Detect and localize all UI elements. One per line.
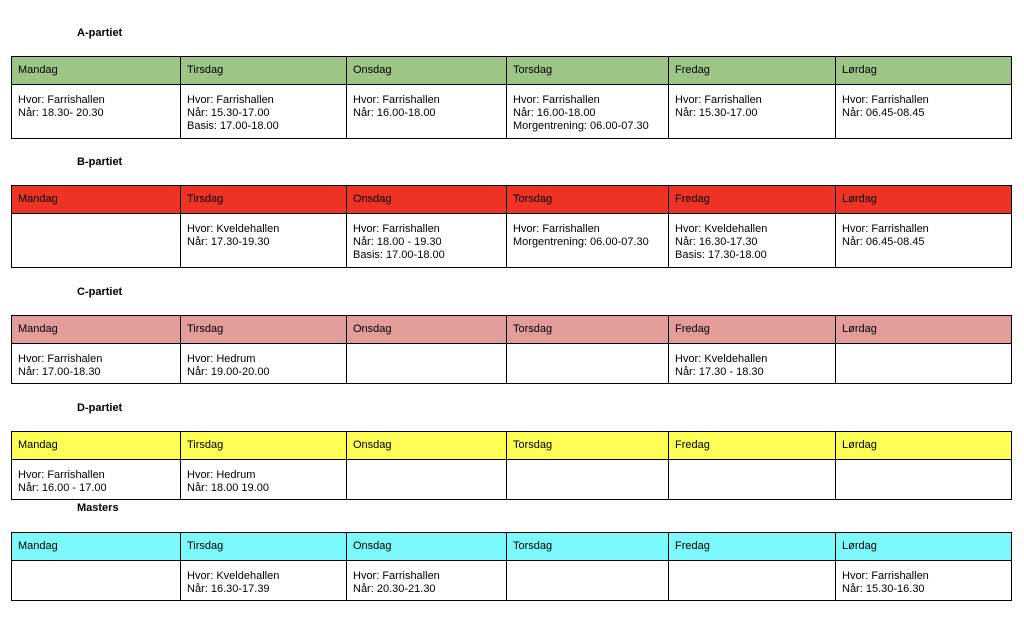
schedule-cell [347,561,507,601]
schedule-cell [181,460,347,500]
day-header-cell: Mandag [12,186,181,214]
schedule-line: Basis: 17.00-18.00 [187,120,279,132]
schedule-cell [507,85,669,139]
day-header-cell: Tirsdag [181,533,347,561]
schedule-line: Når: 15.30-16.30 [842,583,925,595]
schedule-cell [669,561,836,601]
day-header-cell: Mandag [12,533,181,561]
day-header-cell: Mandag [12,432,181,460]
day-header-cell: Torsdag [507,316,669,344]
schedule-line: Morgentrening: 06.00-07.30 [513,120,649,132]
schedule-line: Når: 16.30-17.39 [187,583,270,595]
day-header-cell: Fredag [669,316,836,344]
schedule-line: Når: 16.00-18.00 [353,107,436,119]
day-header-cell: Onsdag [347,186,507,214]
schedule-row [12,344,1012,384]
day-header-row [12,432,1012,460]
schedule-cell [836,460,1012,500]
schedule-row [12,85,1012,139]
schedule-line: Hvor: Kveldehallen [187,223,280,235]
schedule-line: Når: 19.00-20.00 [187,366,270,378]
schedule-line: Når: 15.30-17.00 [675,107,758,119]
schedule-cell [347,214,507,268]
schedule-table [11,431,1012,500]
day-header-cell: Tirsdag [181,186,347,214]
schedule-line: Hvor: Farrishallen [187,94,274,106]
schedule-line: Hvor: Farrishallen [675,94,762,106]
day-header-cell: Fredag [669,57,836,85]
day-header-cell: Fredag [669,432,836,460]
schedule-cell [507,214,669,268]
day-header-cell: Tirsdag [181,57,347,85]
schedule-row [12,460,1012,500]
section-title: C-partiet [77,286,123,298]
schedule-line: Hvor: Hedrum [187,353,256,365]
day-header-cell: Onsdag [347,57,507,85]
day-header-cell: Lørdag [836,533,1012,561]
day-header-cell: Mandag [12,316,181,344]
schedule-line: Når: 16.30-17.30 [675,236,758,248]
schedule-cell [669,85,836,139]
schedule-line: Hvor: Hedrum [187,469,256,481]
section-title: A-partiet [77,27,123,39]
schedule-line: Hvor: Farrishallen [842,570,929,582]
day-header-cell: Tirsdag [181,316,347,344]
day-header-cell: Torsdag [507,432,669,460]
schedule-cell [12,344,181,384]
schedule-line: Når: 18.00 - 19.30 [353,236,442,248]
schedule-table [11,56,1012,139]
schedule-line: Når: 17.30 - 18.30 [675,366,764,378]
day-header-cell: Fredag [669,186,836,214]
schedule-line: Hvor: Farrishallen [18,469,105,481]
day-header-cell: Fredag [669,533,836,561]
schedule-cell [836,344,1012,384]
schedule-cell [181,85,347,139]
section-title: D-partiet [77,402,123,414]
schedule-line: Hvor: Farrishallen [353,94,440,106]
day-header-row [12,57,1012,85]
day-header-cell: Onsdag [347,432,507,460]
schedule-line: Når: 16.00-18.00 [513,107,596,119]
day-header-cell: Torsdag [507,533,669,561]
schedule-line: Hvor: Farrishallen [18,94,105,106]
schedule-line: Når: 18.00 19.00 [187,482,269,494]
schedule-cell [181,344,347,384]
schedule-line: Hvor: Farrishallen [842,94,929,106]
schedule-line: Hvor: Farrishalen [18,353,103,365]
schedule-line: Når: 17.00-18.30 [18,366,101,378]
schedule-cell [669,344,836,384]
schedule-table [11,315,1012,384]
schedule-cell [669,214,836,268]
day-header-cell: Lørdag [836,316,1012,344]
day-header-cell: Mandag [12,57,181,85]
day-header-row [12,186,1012,214]
schedule-cell [12,85,181,139]
schedule-cell [836,561,1012,601]
day-header-cell: Lørdag [836,57,1012,85]
schedule-cell [347,85,507,139]
day-header-cell: Onsdag [347,533,507,561]
schedule-cell [507,561,669,601]
schedule-cell [347,344,507,384]
schedule-line: Morgentrening: 06.00-07.30 [513,236,649,248]
schedule-line: Hvor: Farrishallen [513,223,600,235]
schedule-line: Når: 16.00 - 17.00 [18,482,107,494]
schedule-table [11,532,1012,601]
schedule-cell [181,561,347,601]
section-title: B-partiet [77,156,123,168]
day-header-cell: Torsdag [507,57,669,85]
schedule-cell [12,460,181,500]
day-header-cell: Onsdag [347,316,507,344]
schedule-line: Hvor: Farrishallen [842,223,929,235]
schedule-line: Når: 17.30-19.30 [187,236,270,248]
day-header-row [12,533,1012,561]
schedule-line: Når: 06.45-08.45 [842,107,925,119]
schedule-cell [181,214,347,268]
schedule-line: Når: 18.30- 20.30 [18,107,104,119]
schedule-cell [507,344,669,384]
schedule-cell [12,561,181,601]
schedule-cell [347,460,507,500]
schedule-cell [836,214,1012,268]
section-title: Masters [77,502,119,514]
schedule-cell [507,460,669,500]
day-header-cell: Torsdag [507,186,669,214]
schedule-line: Hvor: Kveldehallen [187,570,280,582]
schedule-line: Når: 06.45-08.45 [842,236,925,248]
schedule-line: Hvor: Kveldehallen [675,353,768,365]
schedule-line: Hvor: Farrishallen [353,570,440,582]
day-header-cell: Lørdag [836,186,1012,214]
schedule-line: Når: 20.30-21.30 [353,583,436,595]
schedule-line: Når: 15.30-17.00 [187,107,270,119]
day-header-cell: Lørdag [836,432,1012,460]
schedule-cell [12,214,181,268]
schedule-table [11,185,1012,268]
schedule-line: Hvor: Kveldehallen [675,223,768,235]
schedule-line: Basis: 17.30-18.00 [675,249,767,261]
schedule-cell [836,85,1012,139]
schedule-row [12,561,1012,601]
schedule-line: Basis: 17.00-18.00 [353,249,445,261]
day-header-row [12,316,1012,344]
schedule-row [12,214,1012,268]
schedule-cell [669,460,836,500]
schedule-line: Hvor: Farrishallen [353,223,440,235]
day-header-cell: Tirsdag [181,432,347,460]
schedule-line: Hvor: Farrishallen [513,94,600,106]
